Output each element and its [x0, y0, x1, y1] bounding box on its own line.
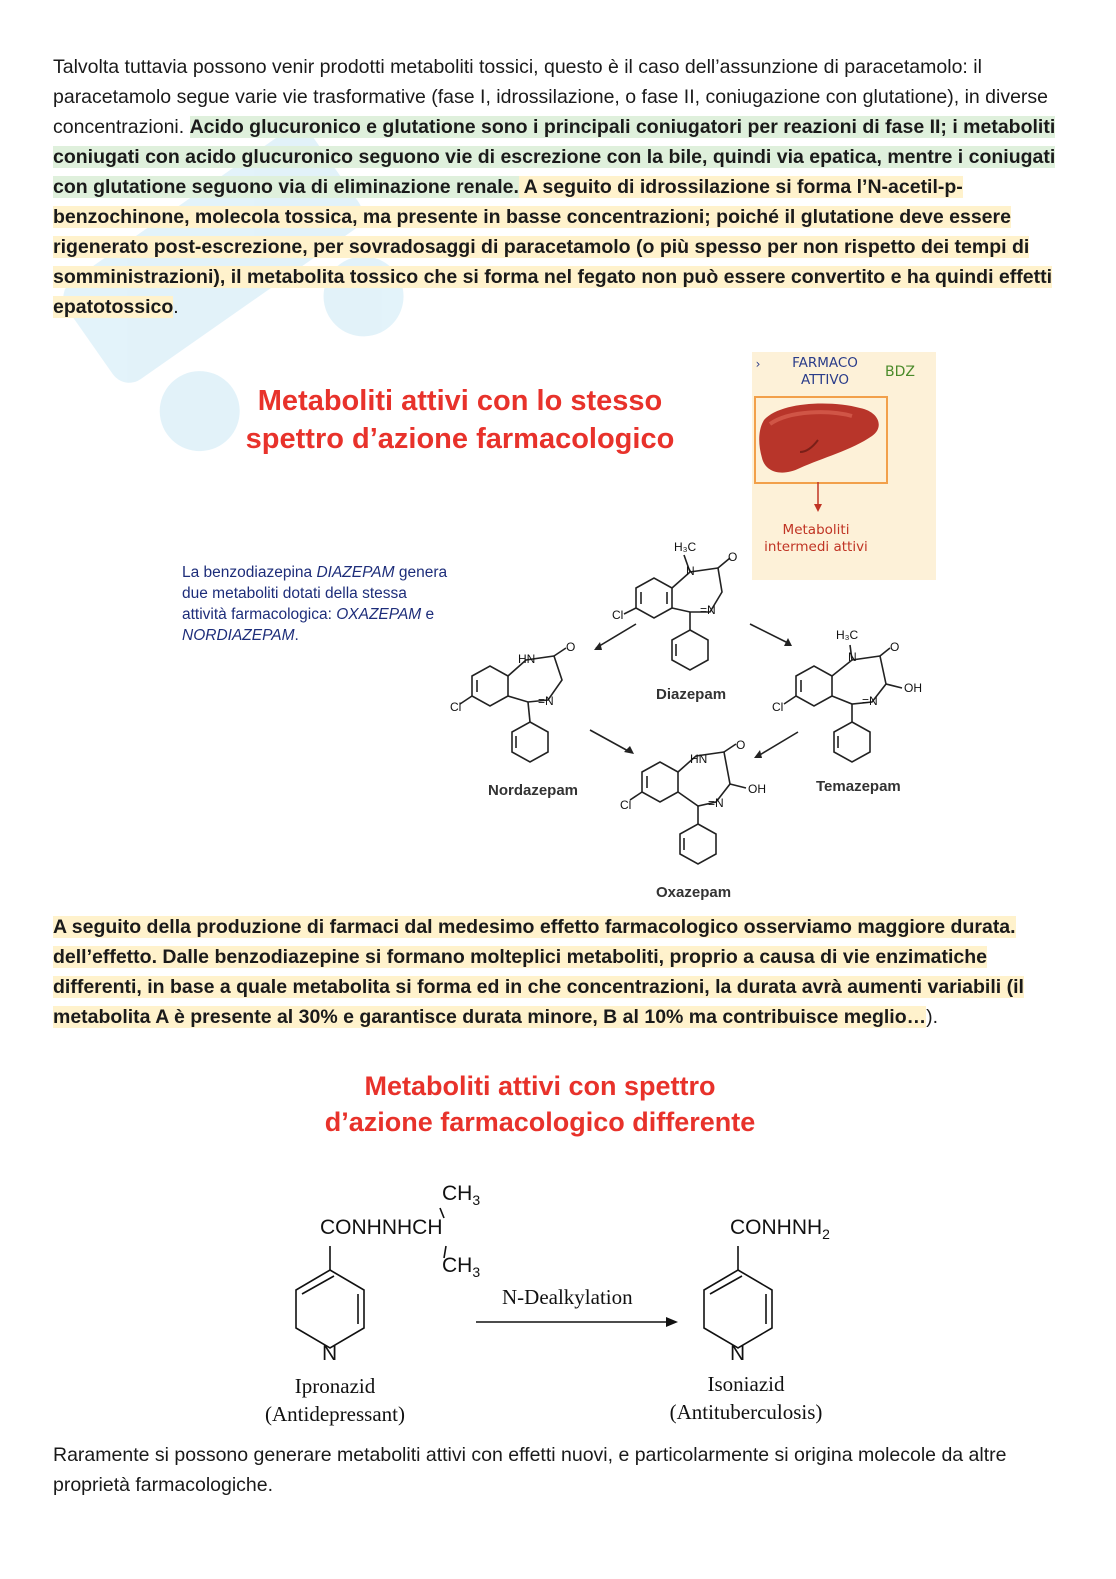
caption-text-3: e: [421, 606, 435, 623]
figure2-title: [280, 1068, 800, 1140]
nordazepam-o: O: [566, 640, 576, 654]
figure1-title: [200, 382, 720, 458]
ch3-sub: 3: [472, 1264, 481, 1281]
liver-farmaco-label: FARMACO ATTIVO: [792, 355, 858, 388]
oxazepam-cl: Cl: [620, 798, 632, 812]
ipronazid-caption: [258, 1372, 412, 1428]
figure1-title-line2: spettro d’azione farmacologico: [245, 423, 675, 455]
paragraph-text: Raramente si possono generare metaboliti attivi con effetti nuovi, e particolarmente si origina molecole da altre proprietà farmacologiche.: [53, 1444, 1007, 1496]
nordazepam-hn: HN: [518, 652, 536, 666]
label-nordazepam: Nordazepam: [488, 782, 579, 799]
nordazepam-cl: Cl: [450, 700, 462, 714]
reaction-label: N-Dealkylation: [502, 1285, 633, 1309]
figure1-caption: [182, 562, 452, 646]
paragraph-benzodiazepine: [53, 912, 1063, 1032]
ch3-text: CH: [442, 1254, 473, 1277]
temazepam-n1: N: [848, 650, 857, 664]
temazepam-cl: Cl: [772, 700, 784, 714]
reaction-arrow-head: [666, 1317, 678, 1327]
diazepam-o: O: [728, 550, 738, 564]
label-oxazepam: Oxazepam: [656, 884, 732, 901]
liver-frame: [754, 396, 888, 484]
nh2-sub: 2: [822, 1226, 830, 1243]
temazepam-o: O: [890, 640, 900, 654]
ch3-text: CH: [442, 1182, 473, 1205]
caption-diazepam: DIAZEPAM: [316, 564, 395, 581]
ipronazid-ch3-top: [442, 1182, 480, 1208]
liver-bdz-label: BDZ: [885, 364, 915, 380]
diazepam-n1: N: [686, 564, 695, 578]
oxazepam-oh: OH: [748, 782, 766, 796]
ipronazid-use: (Antidepressant): [265, 1402, 405, 1426]
isoniazid-group-text: CONHNH: [730, 1216, 823, 1239]
isoniazid-n: N: [730, 1342, 746, 1365]
label-diazepam: Diazepam: [656, 686, 727, 703]
oxazepam-hn: HN: [690, 752, 708, 766]
isoniazid-ring: [704, 1246, 772, 1348]
isoniazid-name: Isoniazid: [707, 1372, 785, 1396]
paragraph-plain-text: Talvolta tuttavia possono venir prodotti metaboliti tossici, questo è il caso dell’assunzione di paracetamolo: il paracetamolo segue varie vie trasformative (fase I, idrossilazione, o fase II, coniugazione con glutatione), in diverse concentrazioni.: [53, 56, 1049, 138]
isoniazid-use: (Antituberculosis): [669, 1400, 823, 1424]
oxazepam-structure: [630, 744, 746, 864]
nordazepam-n: =N: [538, 694, 554, 708]
temazepam-n2: =N: [862, 694, 878, 708]
caption-oxazepam: OXAZEPAM: [336, 606, 422, 623]
diazepam-cl: Cl: [612, 608, 624, 622]
highlight-yellow-text: A seguito della produzione di farmaci dal medesimo effetto farmacologico osserviamo maggiore durata. dell’effetto. Dalle benzodiazepine si formano molteplici metaboliti, proprio a causa di vie enzimatiche differenti, in base a quale metabolita si forma ed in che concentrazioni, la durata avrà aumenti variabili (il metabolita A è presente al 30% e garantisce durata minore, B al 10% ma contribuisce meglio…: [53, 916, 1024, 1028]
temazepam-structure: [784, 645, 902, 762]
isoniazid-group: [730, 1216, 830, 1242]
liver-metaboliti-label: Metaboliti intermedi attivi: [764, 522, 868, 555]
diazepam-n2: =N: [700, 603, 716, 617]
temazepam-h3c: H₃C: [836, 628, 859, 642]
oxazepam-n: =N: [708, 796, 724, 810]
caption-nordiazepam: NORDIAZEPAM: [182, 627, 295, 644]
label-temazepam: Temazepam: [816, 778, 901, 795]
highlight-yellow-text: A seguito di idrossilazione si forma l’N-acetil-p-benzochinone, molecola tossica, ma presente in basse concentrazioni; poiché il glutatione deve essere rigenerato post-escrezione, per sovradosaggi di paracetamolo (o più spesso per non rispetto dei tempi di somministrazioni), il metabolita tossico che si forma nel fegato non può essere convertito e ha quindi effetti epatotossico: [53, 176, 1053, 318]
highlight-green-text: Acido glucuronico e glutatione sono i principali coniugatori per reazioni di fase II; i metaboliti coniugati con acido glucuronico seguono vie di escrezione con la bile, quindi via epatica, mentre i coniugati con glutatione seguono via di eliminazione renale.: [53, 116, 1056, 198]
paragraph-paracetamolo: [53, 52, 1063, 322]
paragraph-end: .: [173, 296, 179, 318]
panel-marker: ›: [755, 357, 761, 371]
ipronazid-ch3-bottom: [442, 1254, 480, 1280]
ipronazid-n: N: [322, 1342, 338, 1365]
caption-text-1: La benzodiazepina: [182, 564, 317, 581]
figure1-title-line1: Metaboliti attivi con lo stesso: [257, 385, 663, 417]
ipronazid-group: CONHNHCH: [320, 1216, 443, 1239]
paragraph-metaboliti-nuovi: [53, 1440, 1063, 1500]
oxazepam-o: O: [736, 738, 746, 752]
ipronazid-name: Ipronazid: [294, 1374, 376, 1398]
temazepam-oh: OH: [904, 681, 922, 695]
paragraph-end: ).: [926, 1006, 939, 1028]
caption-text-2: genera due metaboliti dotati della stessa attività farmacologica:: [182, 564, 448, 623]
diazepam-h3c: H₃C: [674, 540, 697, 554]
figure2-title-line1: Metaboliti attivi con spettro: [364, 1071, 716, 1101]
caption-text-4: .: [294, 627, 299, 644]
isoniazid-caption: [660, 1370, 832, 1426]
figure2-title-line2: d’azione farmacologico differente: [324, 1107, 756, 1137]
ch3-sub: 3: [472, 1192, 481, 1209]
